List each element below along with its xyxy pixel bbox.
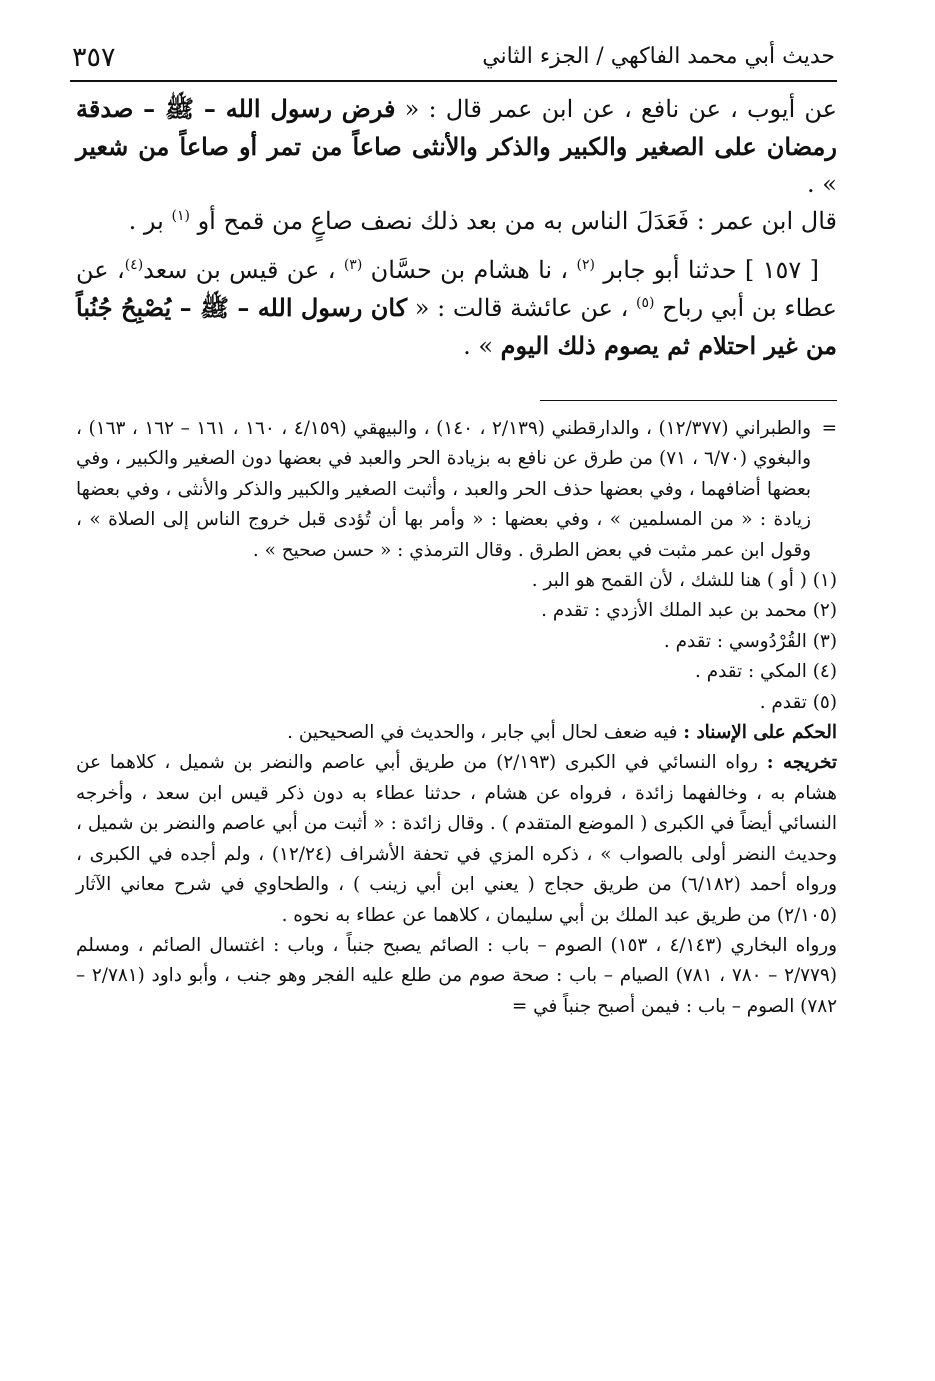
footnote-2: (٢) محمد بن عبد الملك الأزدي : تقدم . (541, 600, 837, 622)
hadith-quote: كان رسول الله – ﷺ – يُصْبِحُ جُنُباً من غير احتلام ثم يصوم ذلك اليوم (76, 293, 837, 360)
text-run: عن أيوب ، عن نافع ، عن ابن عمر قال : « (395, 95, 838, 123)
takhrij-bukhari: ورواه البخاري (٤/١٤٣ ، ١٥٣) الصوم – باب : الصائم يصبح جنباً ، وباب : اغتسال الصائم ، ومسلم (٢/٧٧٩ – ٧٨٠ ، ٧٨١) الصيام – باب : صحة صوم من طلع عليه الفجر وهو جنب ، وأبو داود (٢/٧٨١ – ٧٨٢) الصوم – باب : فيمن أصبح جنباً في = (76, 934, 837, 1017)
hadith-number: [ ١٥٧ ] (744, 256, 820, 284)
isnad-ruling (76, 718, 837, 748)
main-text (76, 90, 837, 365)
running-title: حديث أبي محمد الفاكهي / الجزء الثاني (482, 44, 835, 69)
text-run: ، عن قيس بن سعد (143, 256, 344, 284)
page-header (70, 30, 837, 82)
previous-hadith-ending (76, 90, 837, 240)
footnote-ref-1[interactable]: (١) (171, 208, 190, 224)
text-run: بر . (128, 207, 172, 235)
text-run: ، عن عائشة قالت : « (407, 294, 636, 322)
footnote-continuation (76, 414, 837, 566)
text-run: حدثنا أبو جابر (595, 256, 745, 284)
isnad-ruling-label: الحكم على الإسناد : (683, 722, 837, 744)
footnote-text: والطبراني (١٢/٣٧٧) ، والدارقطني (٢/١٣٩ ، ١٤٠) ، والبيهقي (٤/١٥٩ ، ١٦٠ ، ١٦١ – ١٦٢ ، ١٦٣) ، والبغوي (٦/٧٠ ، ٧١) من طرق عن نافع به بزيادة الحر والعبد في بعضها دون الصغير والكبير ، وفي بعضها أضافهما ، وفي بعضها حذف الحر والعبد ، وأثبت الصغير والكبير والذكر والأنثى ، وفي بعضها زيادة : « من المسلمين » ، وفي بعضها : « وأمر بها أن تُؤدى قبل خروج الناس إلى الصلاة » ، وقول ابن عمر مثبت في بعض الطرق . وقال الترمذي : « حسن صحيح » . (76, 418, 811, 561)
footnote-5: (٥) تقدم . (759, 691, 837, 713)
text-run: » . (807, 170, 837, 198)
footnote-ref-3[interactable]: (٣) (343, 257, 363, 273)
takhrij (76, 748, 837, 930)
page-number: ٣٥٧ (72, 42, 116, 73)
footnote-ref-4[interactable]: (٤) (124, 257, 144, 273)
takhrij-text: رواه النسائي في الكبرى (٢/١٩٣) من طريق أبي عاصم والنضر بن شميل ، كلاهما عن هشام به ، وخالفهما زائدة ، فرواه عن هشام ، حدثنا عطاء به دون ذكر قيس ابن سعد ، وأخرجه النسائي أيضاً في الكبرى ( الموضع المتقدم ) . وقال زائدة : « أثبت من أبي عاصم والنضر بن شميل ، وحديث النضر أولى بالصواب » ، ذكره المزي في تحفة الأشراف (١٢/٢٤) ، ولم أجده في الكبرى ، ورواه أحمد (٦/١٨٢) من طريق حجاج ( يعني ابن أبي زينب ) ، والطحاوي في شرح معاني الآثار (٢/١٠٥) من طريق عبد الملك بن أبي سليمان ، كلاهما عن عطاء به نحوه . (76, 752, 837, 926)
footnote-ref-2[interactable]: (٢) (576, 257, 595, 273)
continuation-mark: = (821, 418, 837, 439)
footnote-1: (١) ( أو ) هنا للشك ، لأن القمح هو البر . (531, 570, 837, 592)
hadith-157 (76, 252, 837, 365)
footnote-3: (٣) القُرْدُوسي : تقدم . (663, 630, 837, 652)
footnote-4: (٤) المكي : تقدم . (695, 661, 837, 683)
footnotes (76, 414, 837, 1022)
text-run: قال ابن عمر : فَعَدَلَ الناس به من بعد ذلك نصف صاعٍ من قمح أو (189, 207, 837, 235)
hadith-quote: فرض رسول الله – ﷺ – صدقة رمضان على الصغير والكبير والذكر والأنثى صاعاً من تمر أو صاعاً من شعير (76, 94, 837, 161)
text-run: » . (463, 332, 501, 360)
footnote-ref-5[interactable]: (٥) (635, 295, 655, 311)
isnad-ruling-text: فيه ضعف لحال أبي جابر ، والحديث في الصحيحين . (287, 722, 684, 744)
text-run: ، عن عطاء بن أبي رباح (76, 256, 838, 322)
footnote-separator (540, 400, 837, 401)
text-run: ، نا هشام بن حسَّان (362, 256, 577, 284)
takhrij-label: تخريجه : (766, 752, 837, 774)
